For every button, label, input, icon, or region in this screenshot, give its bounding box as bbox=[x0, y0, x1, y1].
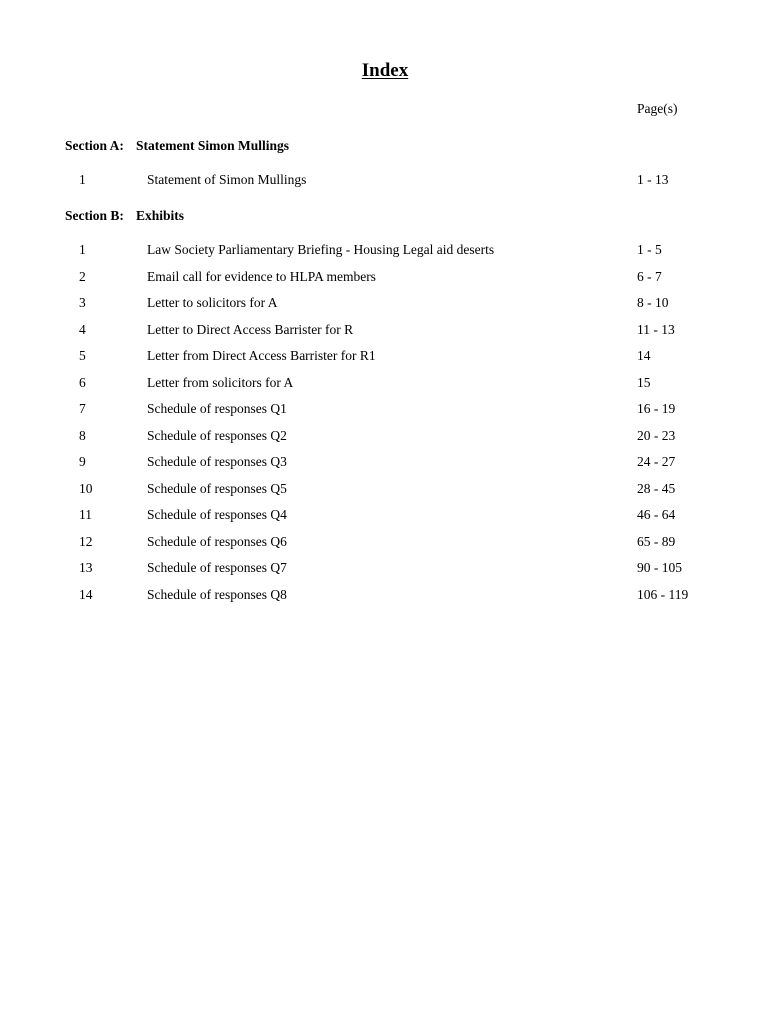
item-description: Schedule of responses Q7 bbox=[147, 560, 287, 575]
section-a-title: Statement Simon Mullings bbox=[136, 138, 290, 153]
item-number: 1 bbox=[79, 242, 86, 257]
item-number: 4 bbox=[79, 321, 86, 337]
exhibit-row bbox=[0, 269, 770, 289]
page-title: Index bbox=[361, 60, 409, 81]
section-b-title: Exhibits bbox=[136, 208, 185, 223]
item-pages: 15 bbox=[637, 374, 651, 390]
item-pages: 46 - 64 bbox=[637, 507, 676, 522]
item-description: Letter from Direct Access Barrister for R1 bbox=[147, 348, 376, 363]
exhibit-row bbox=[0, 375, 770, 395]
pages-column-header: Page(s) bbox=[637, 101, 678, 116]
exhibit-row bbox=[0, 295, 770, 315]
item-description: Schedule of responses Q2 bbox=[147, 427, 287, 443]
section-a-heading bbox=[65, 138, 289, 154]
item-number: 1 bbox=[79, 172, 86, 187]
item-description: Letter to solicitors for A bbox=[147, 295, 278, 310]
exhibit-row bbox=[0, 401, 770, 421]
item-number: 12 bbox=[79, 533, 93, 549]
item-description: Schedule of responses Q6 bbox=[147, 533, 287, 549]
item-number: 9 bbox=[79, 454, 86, 469]
item-pages: 14 bbox=[637, 348, 651, 363]
item-number: 5 bbox=[79, 348, 86, 363]
item-description: Letter from solicitors for A bbox=[147, 374, 294, 390]
exhibit-row bbox=[0, 242, 770, 262]
exhibit-row bbox=[0, 348, 770, 368]
item-number: 6 bbox=[79, 374, 86, 390]
item-number: 14 bbox=[79, 586, 93, 602]
exhibit-row bbox=[0, 560, 770, 580]
item-pages: 20 - 23 bbox=[637, 427, 676, 443]
item-description: Schedule of responses Q8 bbox=[147, 586, 287, 602]
item-pages: 24 - 27 bbox=[637, 454, 676, 469]
item-number: 11 bbox=[79, 507, 92, 522]
exhibit-row bbox=[0, 454, 770, 474]
item-pages: 1 - 5 bbox=[637, 242, 662, 257]
item-number: 3 bbox=[79, 295, 86, 310]
item-number: 7 bbox=[79, 401, 86, 416]
item-number: 8 bbox=[79, 427, 86, 443]
exhibit-row bbox=[0, 507, 770, 527]
item-description: Law Society Parliamentary Briefing - Housing Legal aid deserts bbox=[147, 242, 495, 257]
item-description: Letter to Direct Access Barrister for R bbox=[147, 321, 354, 337]
item-description: Email call for evidence to HLPA members bbox=[147, 268, 376, 284]
exhibit-row bbox=[0, 428, 770, 448]
item-number: 2 bbox=[79, 268, 86, 284]
item-pages: 65 - 89 bbox=[637, 533, 676, 549]
item-number: 13 bbox=[79, 560, 93, 575]
section-a-label: Section A: bbox=[65, 138, 124, 153]
item-description: Schedule of responses Q3 bbox=[147, 454, 287, 469]
section-b-label: Section B: bbox=[65, 208, 124, 223]
item-description: Statement of Simon Mullings bbox=[147, 172, 307, 187]
item-description: Schedule of responses Q5 bbox=[147, 480, 287, 496]
item-pages: 11 - 13 bbox=[637, 321, 675, 337]
section-b-heading bbox=[65, 208, 184, 224]
exhibit-row bbox=[0, 587, 770, 607]
item-pages: 8 - 10 bbox=[637, 295, 669, 310]
item-description: Schedule of responses Q4 bbox=[147, 507, 287, 522]
exhibit-row bbox=[0, 534, 770, 554]
item-pages: 1 - 13 bbox=[637, 172, 669, 187]
item-pages: 106 - 119 bbox=[637, 586, 689, 602]
item-pages: 16 - 19 bbox=[637, 401, 676, 416]
item-description: Schedule of responses Q1 bbox=[147, 401, 287, 416]
item-pages: 6 - 7 bbox=[637, 268, 662, 284]
exhibit-row bbox=[0, 481, 770, 501]
item-pages: 28 - 45 bbox=[637, 480, 676, 496]
item-pages: 90 - 105 bbox=[637, 560, 682, 575]
item-number: 10 bbox=[79, 480, 93, 496]
exhibit-row bbox=[0, 322, 770, 342]
section-a-row bbox=[0, 172, 770, 192]
